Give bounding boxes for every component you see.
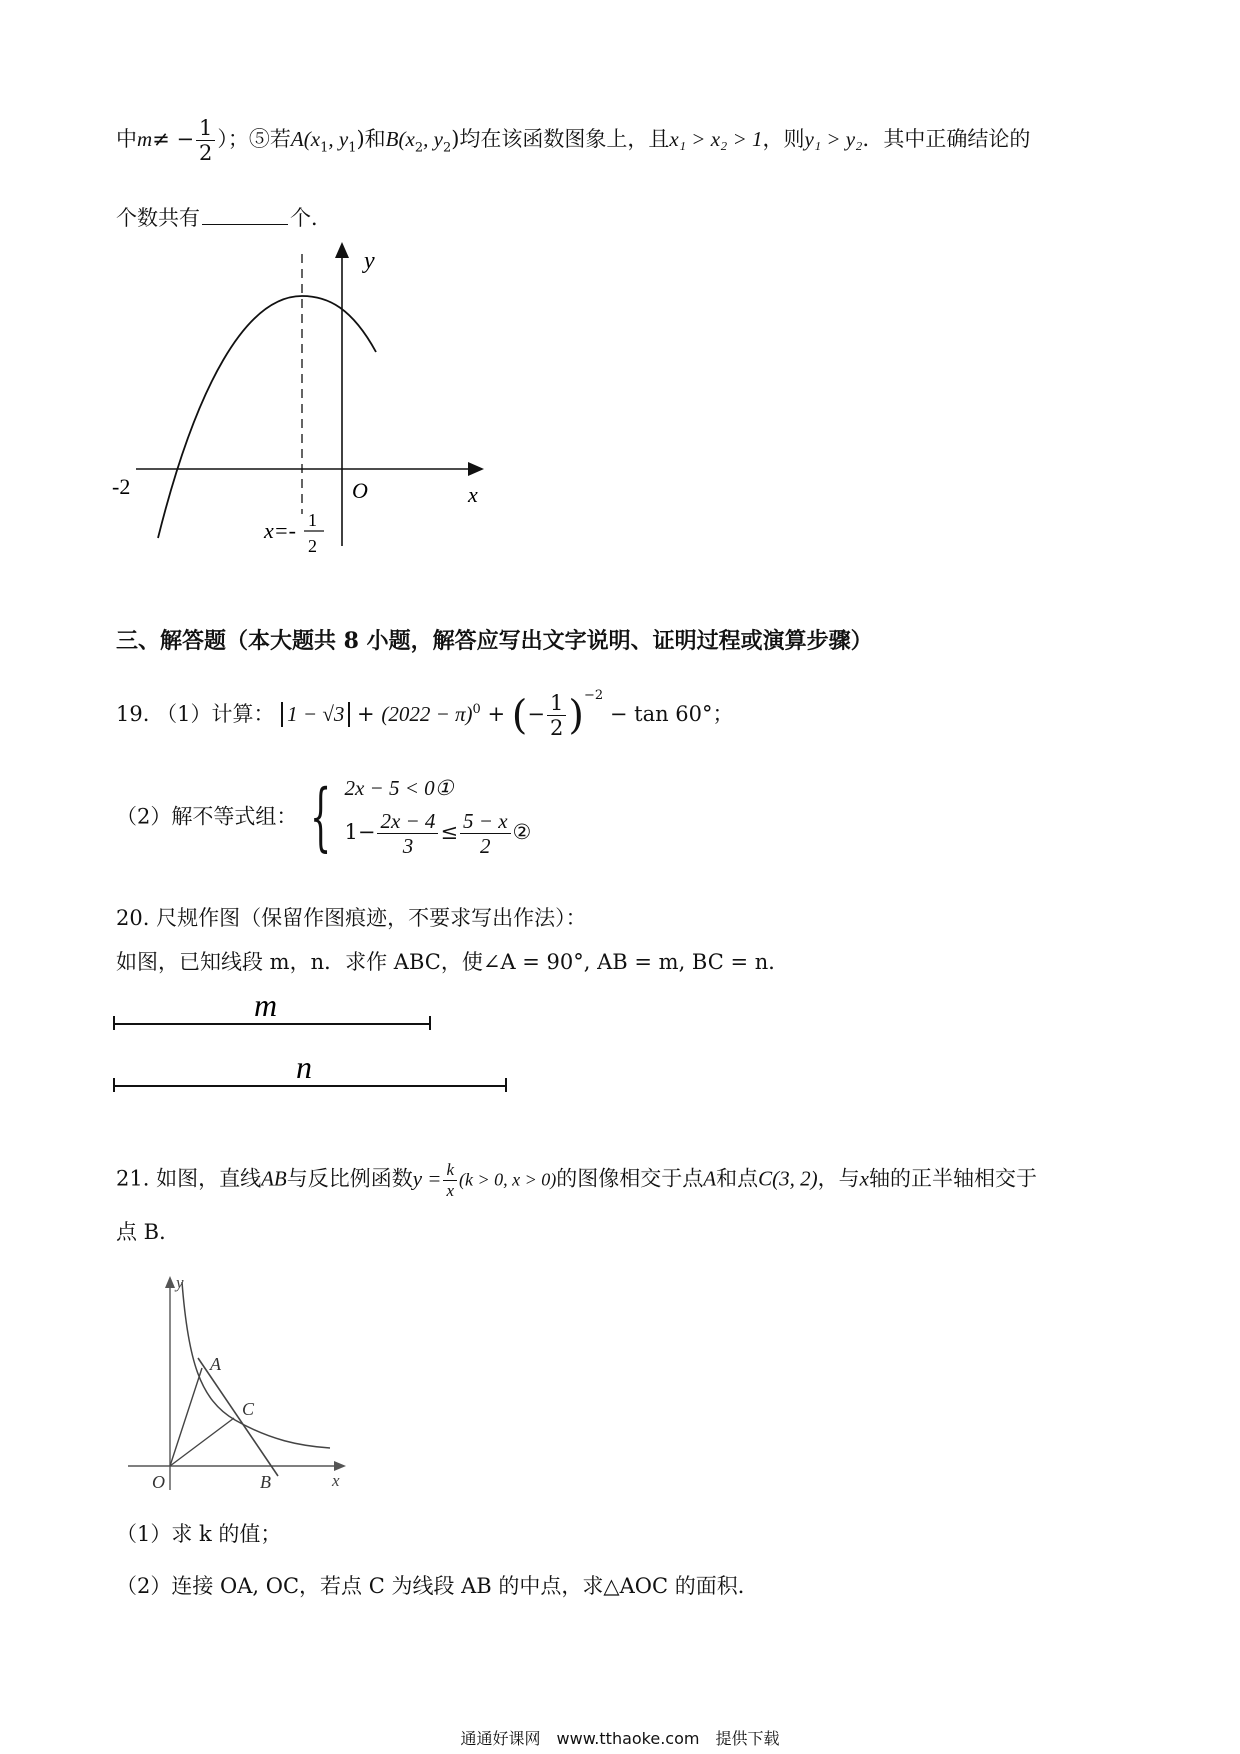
segments-diagram	[106, 984, 526, 1094]
hyperbola-curve	[182, 1282, 330, 1448]
answer-blank	[202, 224, 288, 225]
q21-line1: 21. 如图，直线AB与反比例函数y = $\frac{k}{x}$ (k > 0, x > 0)的图像相交于点A和点C(3, 2)，与x轴的正半轴相交于	[116, 1160, 1037, 1200]
q21-line2: 点 B．	[116, 1220, 181, 1244]
segment-OA	[170, 1368, 202, 1466]
footer-text: 通通好课网 www.tthaoke.com 提供下载	[460, 1729, 780, 1748]
parabola-curve	[158, 296, 376, 538]
q18-line1: 中m≠ − $\frac{1}{2}$ ）；⑤若$A(x_1$, $y_1$)和$B(x_2$, $y_2$)均在该函数图象上，且x₁ > x₂ > 1，则y₁ > y₂．其中正确结论的	[116, 116, 1031, 166]
q19-part1: 19. （1）计算： $1 - √3 + (2022 - \pi)^0$ + (− $\frac{1}{2}$ )$^{-2}$ − tan 60°；	[116, 688, 734, 740]
reciprocal-graph	[120, 1250, 380, 1500]
x-axis-label: x	[468, 482, 478, 507]
symmetry-label: x=-	[264, 518, 296, 543]
symmetry-label-num: 1	[308, 510, 317, 530]
segment-m-label: m	[254, 987, 278, 1023]
neg2-label: -2	[112, 474, 131, 499]
line-AB	[198, 1358, 278, 1476]
segment-n-label: n	[296, 1049, 312, 1085]
q21-part1: （1）求 k 的值；	[116, 1522, 282, 1546]
fraction-half: $\frac{1}{2}$	[196, 116, 215, 165]
q21-part2: （2）连接 OA, OC，若点 C 为线段 AB 的中点，求△AOC 的面积．	[116, 1574, 759, 1598]
segment-OC	[170, 1418, 234, 1466]
absolute-value: 1 − √3	[281, 702, 350, 727]
y-axis-label: y	[364, 248, 375, 274]
q20-line2: 如图，已知线段 m，n．求作 ABC，使∠A = 90°, AB = m, BC = n．	[116, 950, 790, 974]
point-O-label: O	[152, 1472, 165, 1492]
origin-label: O	[352, 478, 368, 503]
parabola-graph	[106, 236, 506, 566]
y-label: y	[176, 1273, 184, 1292]
point-A-label: A	[210, 1354, 221, 1374]
q19-part2: （2）解不等式组： { 2x − 5 < 0① 1− $\frac{2x - 4}{3}$ ≤ $\frac{5 - x}{2}$ ②	[116, 774, 532, 861]
y-axis-arrow	[335, 242, 349, 258]
section-heading: 三、解答题（本大题共 8 小题，解答应写出文字说明、证明过程或演算步骤）	[116, 628, 873, 654]
q20-line1: 20. 尺规作图（保留作图痕迹，不要求写出作法）：	[116, 906, 587, 930]
x-axis-arrow	[334, 1461, 346, 1471]
inequality-system: 2x − 5 < 0① 1− $\frac{2x - 4}{3}$ ≤ $\frac{5 - x}{2}$ ②	[344, 776, 532, 859]
symmetry-label-den: 2	[308, 536, 317, 556]
point-C-label: C	[242, 1399, 255, 1419]
point-B-label: B	[260, 1472, 271, 1492]
x-label: x	[332, 1471, 340, 1490]
fraction-half-2: $\frac{1}{2}$	[547, 691, 566, 740]
y-axis-arrow	[165, 1276, 175, 1288]
q18-line2: 个数共有 个．	[116, 206, 332, 230]
x-axis-arrow	[468, 462, 484, 476]
